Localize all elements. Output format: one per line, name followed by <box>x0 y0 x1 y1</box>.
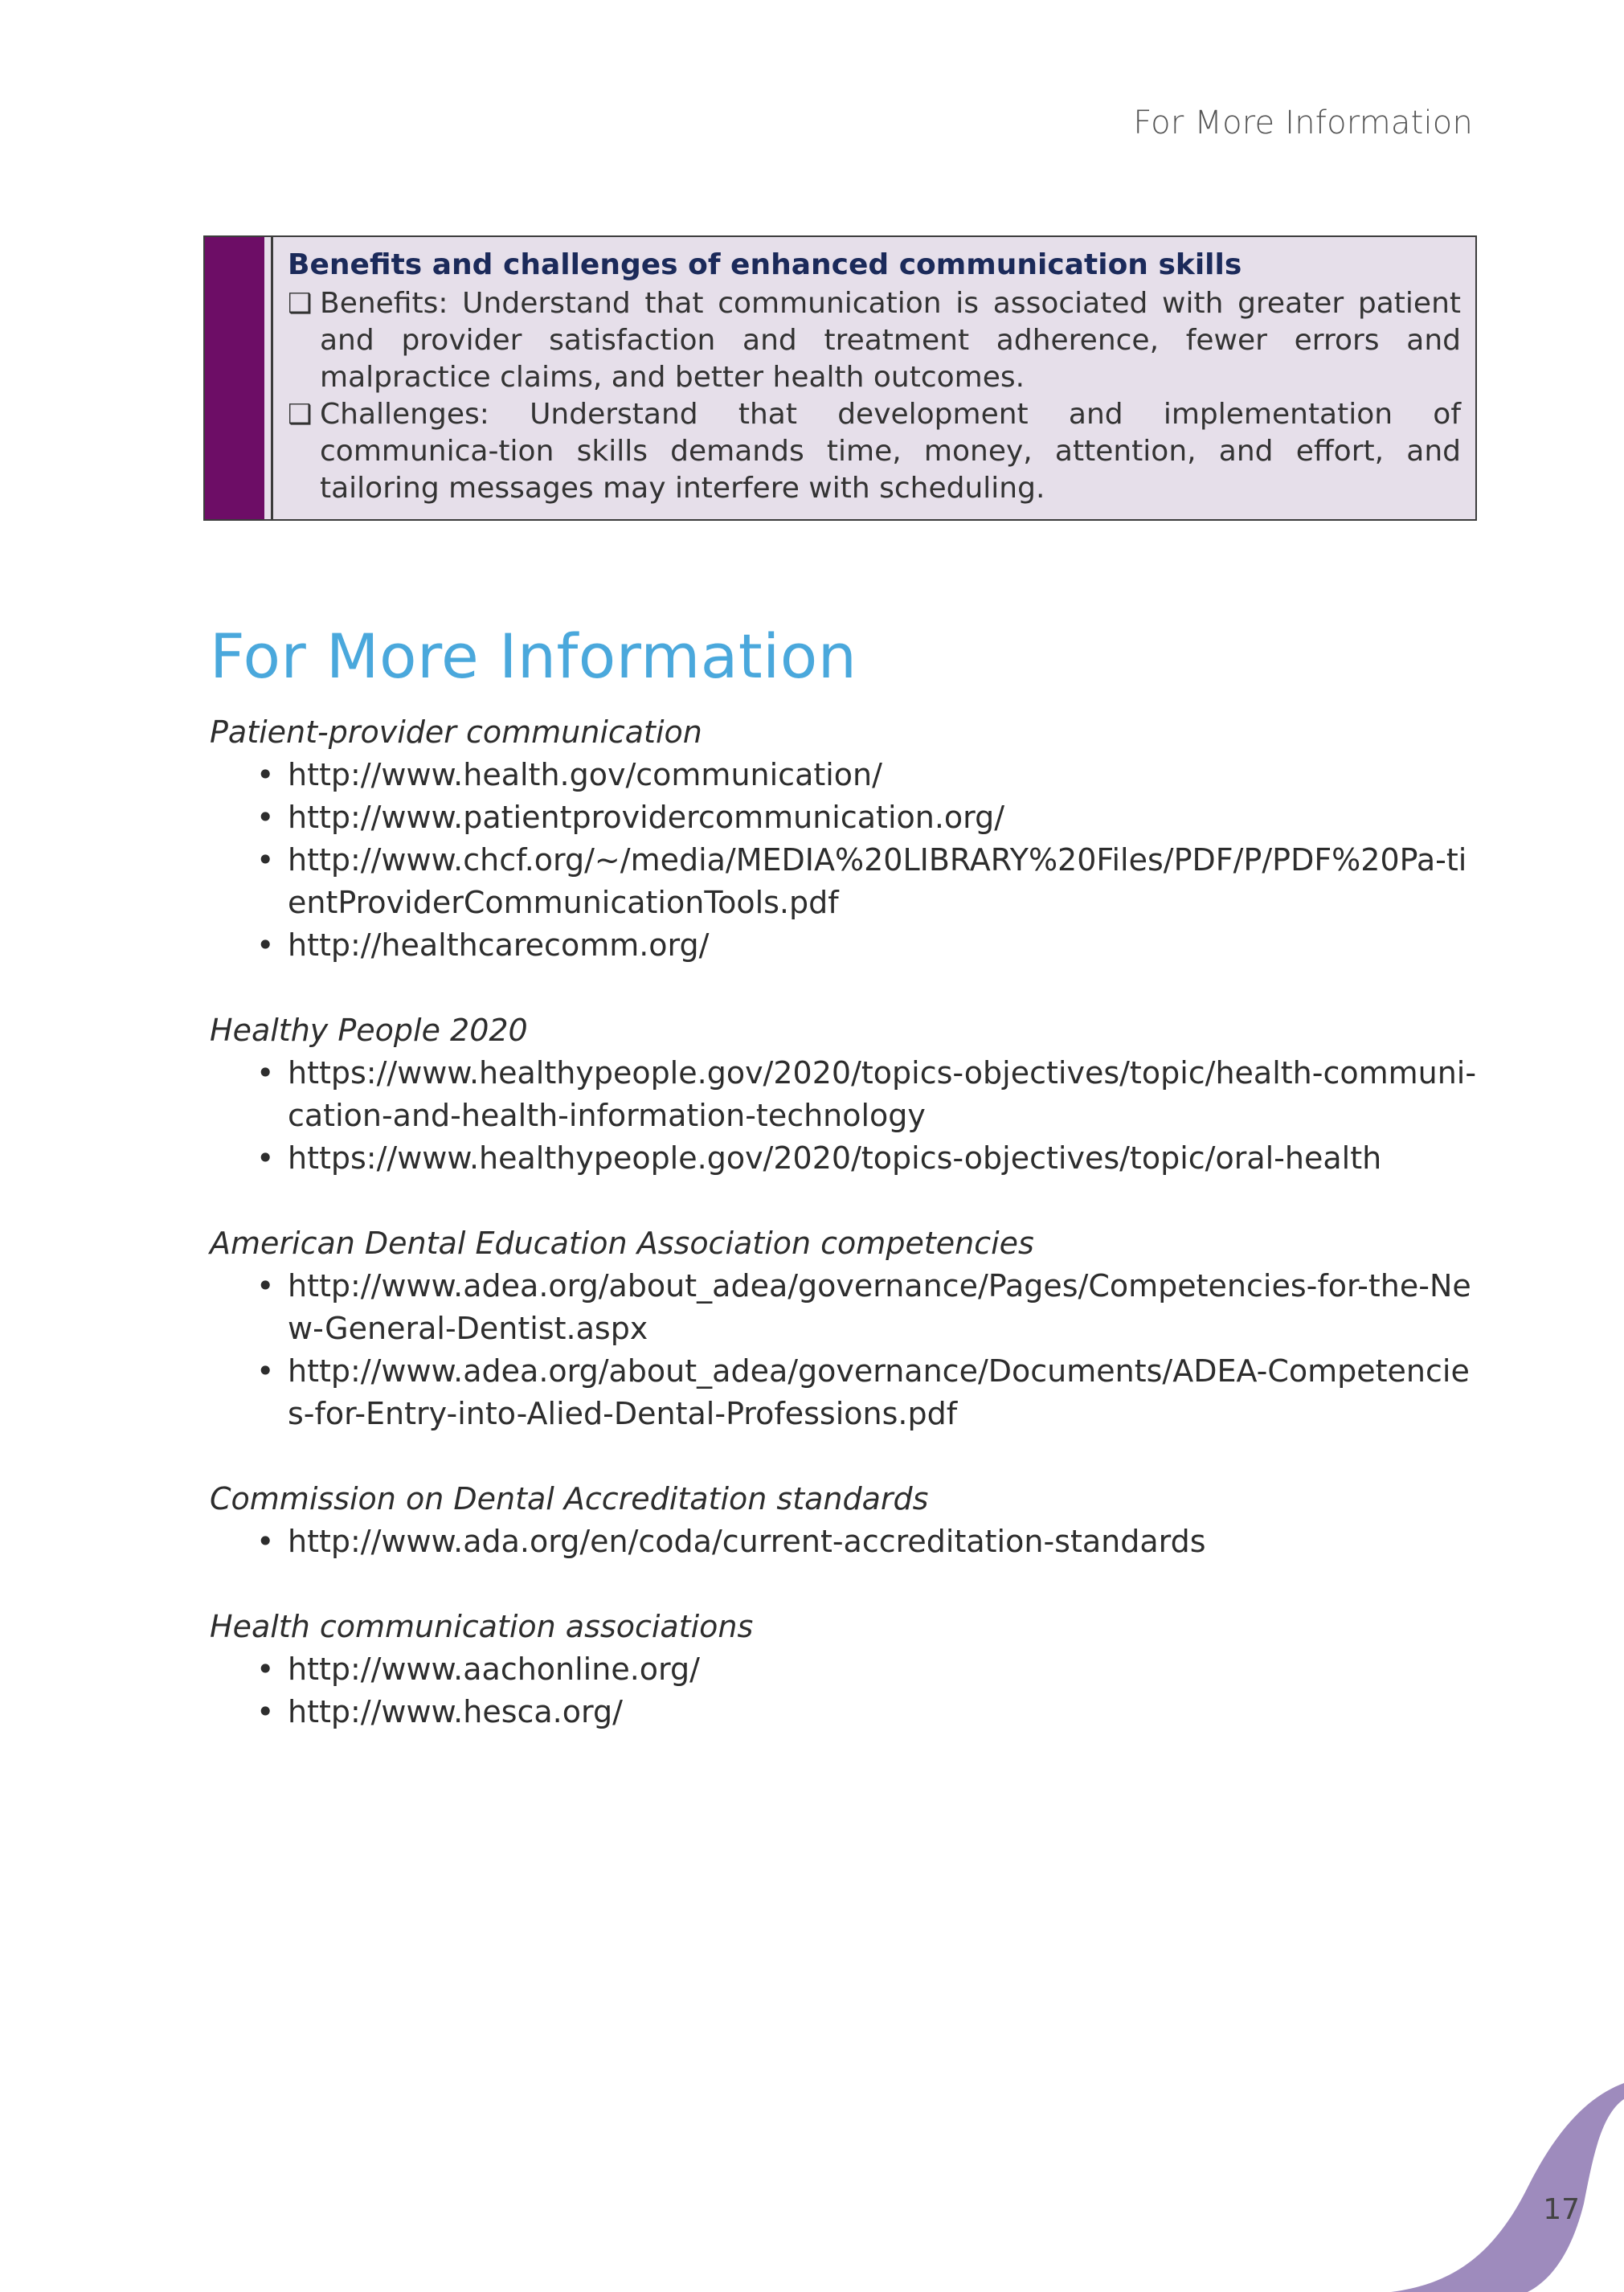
resource-group <box>210 1009 1479 1180</box>
resource-link[interactable]: http://www.health.gov/communication/ <box>288 757 882 792</box>
bullet-icon: • <box>256 1353 275 1389</box>
bullet-icon: • <box>256 1140 275 1176</box>
list-item <box>210 839 1479 924</box>
bullet-icon: • <box>256 1694 275 1729</box>
section-title: For More Information <box>210 620 857 692</box>
list-item <box>210 1137 1479 1180</box>
resource-groups <box>210 711 1479 1776</box>
list-item <box>210 1648 1479 1691</box>
bullet-icon: • <box>256 757 275 792</box>
running-header: For More Information <box>1133 104 1473 141</box>
resource-link[interactable]: http://www.adea.org/about_adea/governance/Documents/ADEA-Competencies-for-Entry-into-Alied-Dental-Professions.pdf <box>288 1353 1470 1431</box>
page-number: 17 <box>1543 2193 1580 2226</box>
resource-group <box>210 711 1479 967</box>
bullet-icon: • <box>256 1651 275 1687</box>
list-item <box>210 1691 1479 1733</box>
group-label: American Dental Education Association competencies <box>210 1226 1034 1261</box>
resource-link[interactable]: http://www.ada.org/en/coda/current-accreditation-standards <box>288 1524 1206 1559</box>
bullet-icon: • <box>256 1524 275 1559</box>
list-item <box>210 1265 1479 1350</box>
callout-item-challenges <box>288 396 1461 507</box>
list-item <box>210 924 1479 967</box>
link-list <box>210 754 1479 967</box>
resource-link[interactable]: http://www.aachonline.org/ <box>288 1651 700 1687</box>
resource-link[interactable]: http://www.chcf.org/~/media/MEDIA%20LIBRARY%20Files/PDF/P/PDF%20Pa-tientProviderCommunicationTools.pdf <box>288 842 1467 920</box>
callout-title: Benefits and challenges of enhanced communication skills <box>288 248 1242 281</box>
resource-link[interactable]: http://www.adea.org/about_adea/governance/Pages/Competencies-for-the-New-General-Dentist.aspx <box>288 1268 1471 1346</box>
bullet-icon: • <box>256 1055 275 1091</box>
group-label: Commission on Dental Accreditation standards <box>210 1481 929 1516</box>
checkbox-icon: ❑ <box>288 399 313 431</box>
decorative-swoosh <box>1262 2067 1624 2292</box>
group-label: Patient-provider communication <box>210 714 702 750</box>
resource-link[interactable]: http://healthcarecomm.org/ <box>288 927 710 963</box>
resource-link[interactable]: http://www.hesca.org/ <box>288 1694 623 1729</box>
callout-item-text: Benefits: Understand that communication is associated with greater patient and provider satisfaction and treatment adherence, fewer errors and malpractice claims, and better health outcomes. <box>320 287 1461 394</box>
resource-link[interactable]: https://www.healthypeople.gov/2020/topics-objectives/topic/health-communi-cation-and-health-information-technology <box>288 1055 1477 1133</box>
callout-body <box>288 247 1461 507</box>
list-item <box>210 796 1479 839</box>
bullet-icon: • <box>256 800 275 835</box>
bullet-icon: • <box>256 927 275 963</box>
group-label: Healthy People 2020 <box>210 1013 528 1048</box>
link-list <box>210 1265 1479 1435</box>
list-item <box>210 1350 1479 1435</box>
resource-link[interactable]: http://www.patientprovidercommunication.org/ <box>288 800 1005 835</box>
resource-link[interactable]: https://www.healthypeople.gov/2020/topics-objectives/topic/oral-health <box>288 1140 1382 1176</box>
callout-accent-bar <box>205 237 264 519</box>
list-item <box>210 1052 1479 1137</box>
resource-group <box>210 1222 1479 1435</box>
group-label: Health communication associations <box>210 1609 754 1644</box>
link-list <box>210 1648 1479 1733</box>
callout-item-benefits <box>288 285 1461 396</box>
bullet-icon: • <box>256 842 275 878</box>
link-list <box>210 1520 1479 1563</box>
link-list <box>210 1052 1479 1180</box>
callout-item-text: Challenges: Understand that development and implementation of communica-tion skills demands time, money, attention, and effort, and tailoring messages may interfere with scheduling. <box>320 398 1461 505</box>
callout-box <box>203 235 1477 521</box>
checkbox-icon: ❑ <box>288 288 313 320</box>
callout-divider <box>271 237 273 519</box>
bullet-icon: • <box>256 1268 275 1304</box>
resource-group <box>210 1478 1479 1563</box>
resource-group <box>210 1606 1479 1733</box>
list-item <box>210 1520 1479 1563</box>
list-item <box>210 754 1479 796</box>
